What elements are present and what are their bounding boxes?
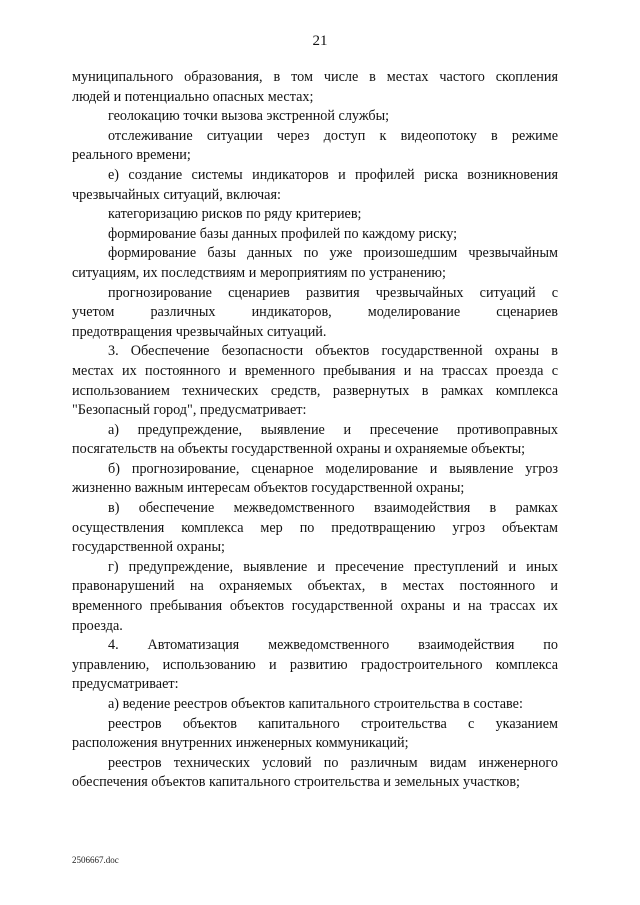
text-line: учетом различных индикаторов, моделирование сценариев xyxy=(72,304,558,321)
document-body xyxy=(72,68,558,793)
text-line: г) предупреждение, выявление и пресечение преступлений и иных xyxy=(108,558,558,575)
text-line: людей и потенциально опасных местах; xyxy=(72,88,314,105)
text-line: "Безопасный город", предусматривает: xyxy=(72,402,307,419)
text-line: формирование базы данных по уже произошедшим чрезвычайным xyxy=(108,245,558,262)
text-line: а) предупреждение, выявление и пресечение противоправных xyxy=(108,421,558,438)
text-line: а) ведение реестров объектов капитального строительства в составе: xyxy=(108,696,523,712)
text-line: категоризацию рисков по ряду критериев; xyxy=(108,206,362,223)
text-line: реального времени; xyxy=(72,147,191,164)
text-line: местах их постоянного и временного пребывания и на трассах проезда с xyxy=(72,362,558,379)
text-line: ситуациям, их последствиям и мероприятиям по устранению; xyxy=(72,264,446,281)
text-line: 4. Автоматизация межведомственного взаимодействия по xyxy=(108,637,558,654)
text-line: муниципального образования, в том числе в местах частого скопления xyxy=(72,69,558,85)
text-line: б) прогнозирование, сценарное моделирование и выявление угроз xyxy=(108,460,558,477)
document-code: 2506667.doc xyxy=(72,855,119,865)
text-line: проезда. xyxy=(72,617,123,634)
text-line: реестров технических условий по различным видам инженерного xyxy=(108,754,558,771)
text-line: управлению, использованию и развитию градостроительного комплекса xyxy=(72,656,558,673)
text-line: государственной охраны; xyxy=(72,539,225,556)
text-line: реестров объектов капитального строительства с указанием xyxy=(108,715,558,732)
text-line: предотвращения чрезвычайных ситуаций. xyxy=(72,323,327,340)
text-line: использованием технических средств, развернутых в рамках комплекса xyxy=(72,382,558,399)
text-line: расположения внутренних инженерных коммуникаций; xyxy=(72,735,409,752)
text-line: е) создание системы индикаторов и профилей риска возникновения xyxy=(108,166,558,183)
text-line: обеспечения объектов капитального строительства и земельных участков; xyxy=(72,774,520,791)
text-line: формирование базы данных профилей по каждому риску; xyxy=(108,225,458,242)
text-line: предусматривает: xyxy=(72,676,179,693)
page-number: 21 xyxy=(312,33,328,49)
text-line: прогнозирование сценариев развития чрезвычайных ситуаций с xyxy=(108,284,558,301)
text-line: правонарушений на охраняемых объектах, в местах постоянного и xyxy=(72,578,558,595)
text-line: чрезвычайных ситуаций, включая: xyxy=(72,186,281,203)
text-line: в) обеспечение межведомственного взаимодействия в рамках xyxy=(108,500,558,517)
text-line: жизненно важным интересам объектов государственной охраны; xyxy=(72,480,465,497)
text-line: осуществления комплекса мер по предотвращению угроз объектам xyxy=(72,519,558,536)
text-line: временного пребывания объектов государственной охраны и на трассах их xyxy=(72,598,558,615)
text-line: 3. Обеспечение безопасности объектов государственной охраны в xyxy=(108,343,558,360)
text-line: отслеживание ситуации через доступ к видеопотоку в режиме xyxy=(108,127,558,144)
text-line: посягательств на объекты государственной охраны и охраняемые объекты; xyxy=(72,441,526,458)
text-line: геолокацию точки вызова экстренной службы; xyxy=(108,108,390,125)
